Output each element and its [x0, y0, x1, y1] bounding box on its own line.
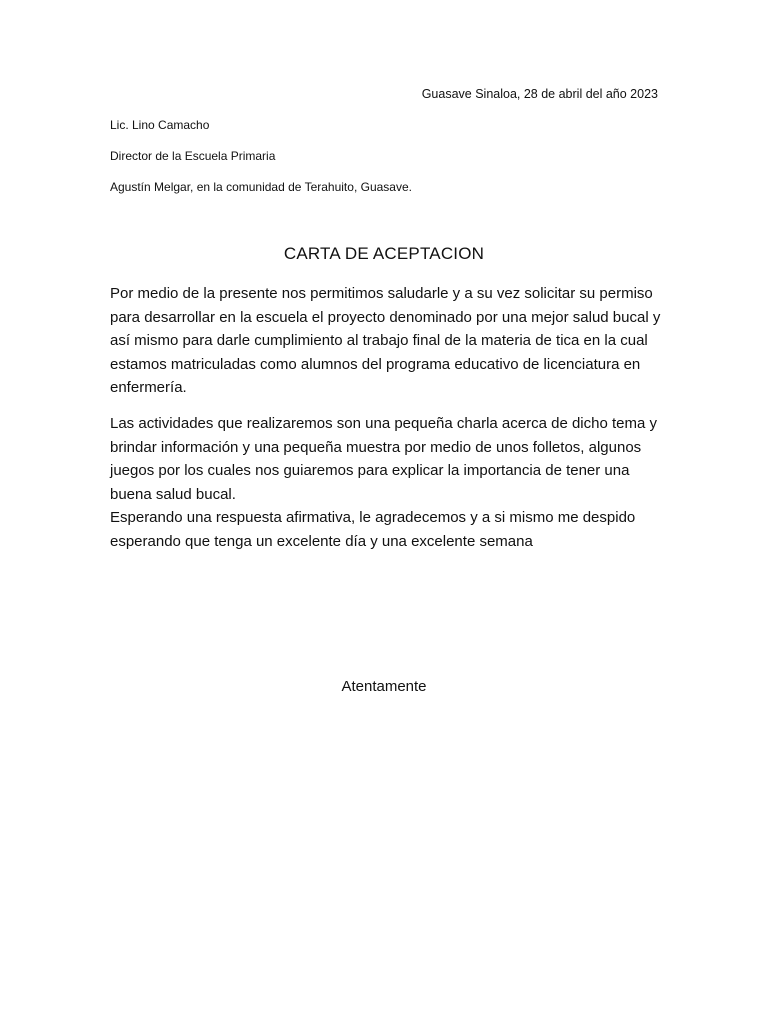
body-paragraph-1: Por medio de la presente nos permitimos saludarle y a su vez solicitar su permiso para desarrollar en la escuela el proyecto denominado por una mejor salud bucal y así mismo para darle cumplimiento al trabajo final de la materia de tica en la cual estamos matriculadas como alumnos del programa educativo de licenciatura en enfermería. [110, 285, 661, 396]
closing-line: Atentamente [341, 678, 427, 695]
body-paragraph-2 [110, 412, 665, 553]
farewell-text: Esperando una respuesta afirmativa, le agradecemos y a si mismo me despido esperando que tenga un excelente día y una excelente semana [110, 509, 636, 550]
recipient-name: Lic. Lino Camacho [110, 118, 210, 132]
recipient-title: Director de la Escuela Primaria [110, 149, 276, 163]
letter-title: CARTA DE ACEPTACION [283, 244, 485, 263]
recipient-location: Agustín Melgar, en la comunidad de Terahuito, Guasave. [110, 180, 412, 194]
place-date: Guasave Sinaloa, 28 de abril del año 2023 [421, 87, 658, 101]
activities-text: Las actividades que realizaremos son una pequeña charla acerca de dicho tema y brindar información y una pequeña muestra por medio de unos folletos, algunos juegos por los cuales nos guiaremos para explicar la importancia de tener una buena salud bucal. [110, 415, 658, 503]
